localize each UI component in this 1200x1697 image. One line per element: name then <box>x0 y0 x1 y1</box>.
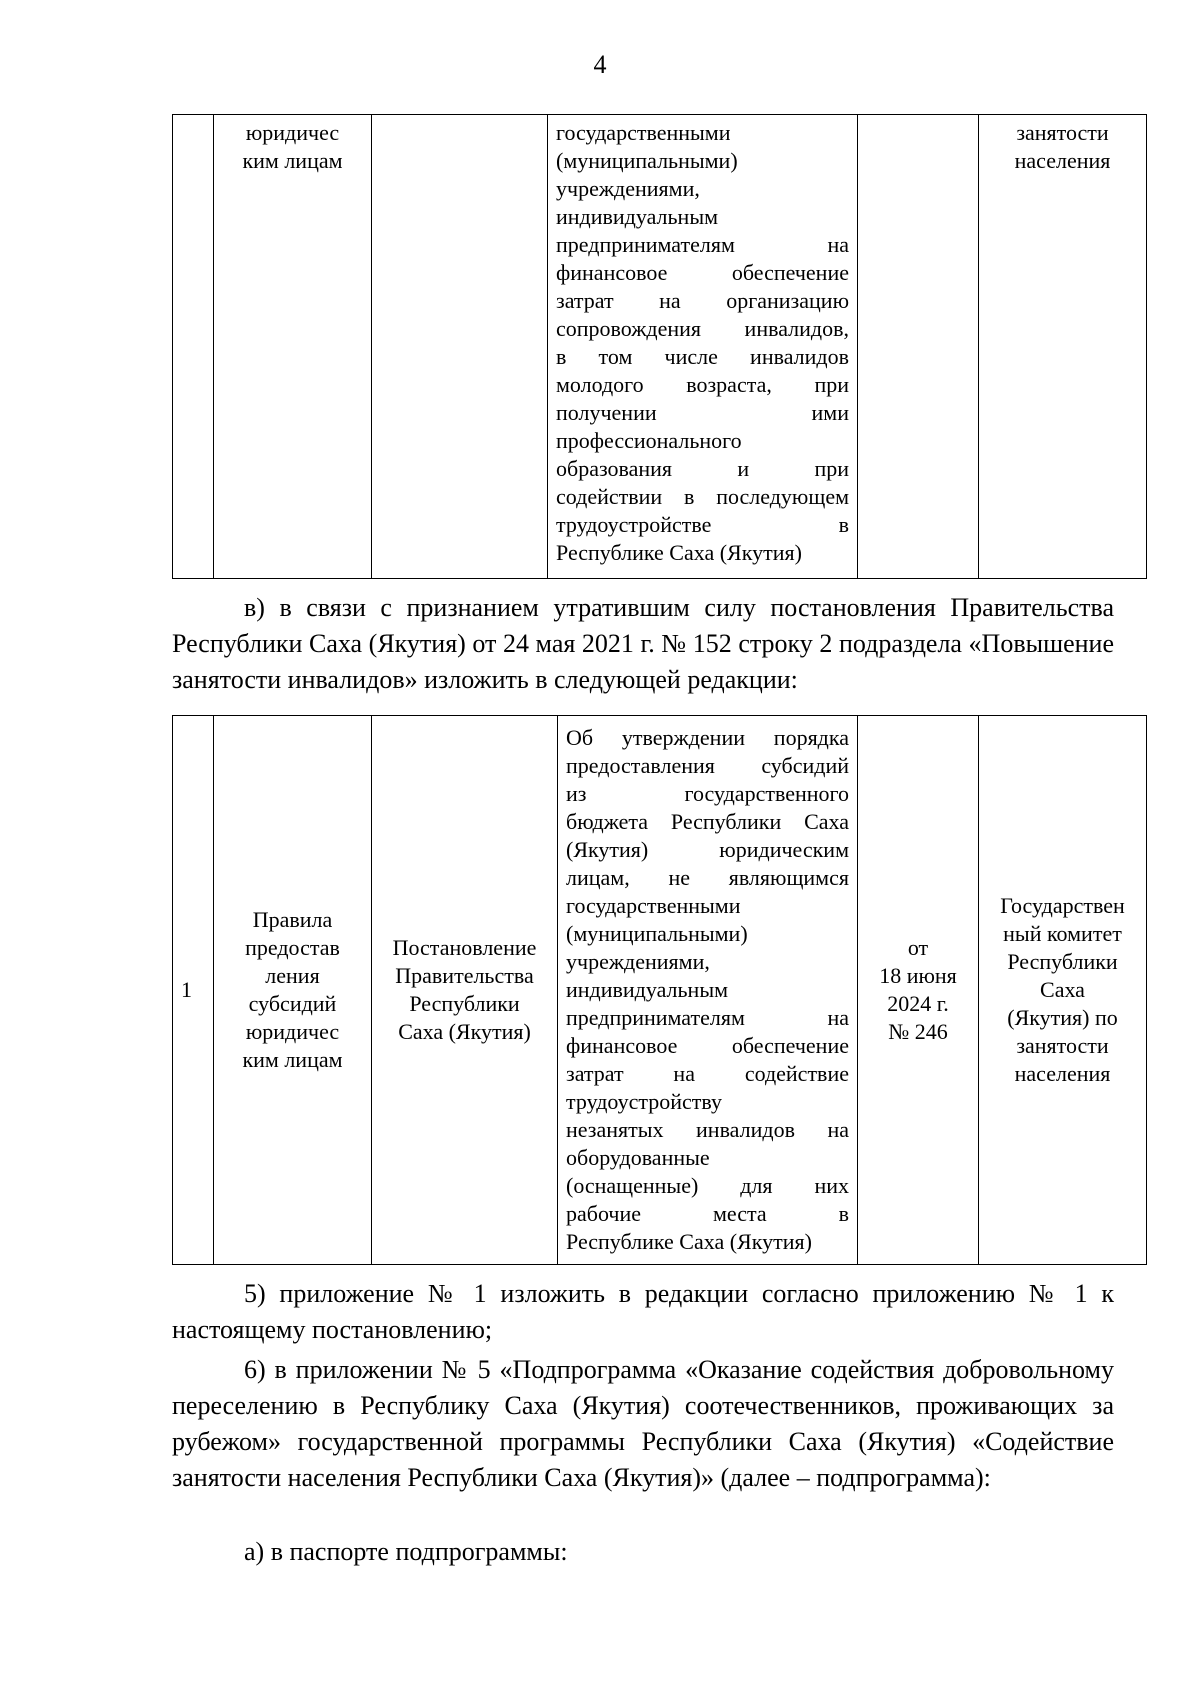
cell-line: профессионального <box>556 428 742 453</box>
cell-line: лицам, не являющимся <box>566 865 849 890</box>
paragraph-6: 6) в приложении № 5 «Подпрограмма «Оказание содействия добровольному переселению в Республику Саха (Якутия) соотечественников, проживающих за рубежом» государственной программы Республики Саха (Якутия) «Содействие занятости населения Республики Саха (Якутия)» (далее – подпрограмма): <box>172 1355 1114 1492</box>
cell-doc-date <box>858 115 979 579</box>
cell-line: индивидуальным <box>566 977 729 1002</box>
cell-number: 1 <box>173 716 214 1265</box>
cell-rule-name: Правила предостав ления субсидий юридичес ким лицам <box>214 716 372 1265</box>
paragraph-v: в) в связи с признанием утратившим силу постановления Правительства Республики Саха (Якутия) от 24 мая 2021 г. № 152 строку 2 подраздела «Повышение занятости инвалидов» изложить в следующей редакции: <box>172 593 1114 694</box>
table-continuation <box>172 114 1147 579</box>
cell-line: незанятых инвалидов на <box>566 1117 849 1142</box>
cell-doc-type: Постановление Правительства Республики Саха (Якутия) <box>372 716 558 1265</box>
cell-doc-title <box>558 716 858 1265</box>
cell-line: Республике Саха (Якутия) <box>566 1229 812 1254</box>
cell-line: образования и при <box>556 456 849 481</box>
cell-line: (муниципальными) <box>556 148 738 173</box>
cell-line: Об утверждении порядка <box>566 725 849 750</box>
cell-line: предоставления субсидий <box>566 753 849 778</box>
cell-line: затрат на организацию <box>556 288 849 313</box>
cell-line: индивидуальным <box>556 204 719 229</box>
cell-line: молодого возраста, при <box>556 372 849 397</box>
page-number: 4 <box>593 50 607 79</box>
cell-line: содействии в последующем <box>556 484 849 509</box>
cell-line: трудоустройству <box>566 1089 722 1114</box>
cell-responsible: Государствен ный комитет Республики Саха (Якутия) по занятости населения <box>979 716 1147 1265</box>
cell-line: трудоустройстве в <box>556 512 849 537</box>
cell-line: предпринимателям на <box>556 232 849 257</box>
cell-line: Республике Саха (Якутия) <box>556 540 802 565</box>
cell-line: получении ими <box>556 400 849 425</box>
cell-line: государственными <box>566 893 741 918</box>
cell-line: (муниципальными) <box>566 921 748 946</box>
table-row <box>173 716 1147 1265</box>
paragraph-5: 5) приложение № 1 изложить в редакции согласно приложению № 1 к настоящему постановлению; <box>172 1279 1114 1344</box>
cell-doc-type <box>372 115 548 579</box>
cell-line: сопровождения инвалидов, <box>556 316 849 341</box>
cell-doc-title <box>548 115 858 579</box>
cell-line: оборудованные <box>566 1145 710 1170</box>
cell-line: из государственного <box>566 781 849 806</box>
cell-line: (Якутия) юридическим <box>566 837 849 862</box>
cell-doc-date: от 18 июня 2024 г. № 246 <box>858 716 979 1265</box>
cell-line: (оснащенные) для них <box>566 1173 849 1198</box>
cell-line: предпринимателям на <box>566 1005 849 1030</box>
cell-line: финансовое обеспечение <box>556 260 849 285</box>
table-row <box>173 115 1147 579</box>
cell-number <box>173 115 214 579</box>
cell-line: учреждениями, <box>556 176 700 201</box>
paragraph-a: а) в паспорте подпрограммы: <box>244 1537 568 1566</box>
cell-rule-name: юридичес ким лицам <box>214 115 372 579</box>
cell-line: в том числе инвалидов <box>556 344 849 369</box>
cell-line: бюджета Республики Саха <box>566 809 849 834</box>
cell-line: затрат на содействие <box>566 1061 849 1086</box>
cell-responsible: занятости населения <box>979 115 1147 579</box>
table-new-row <box>172 715 1147 1265</box>
cell-line: финансовое обеспечение <box>566 1033 849 1058</box>
cell-line: учреждениями, <box>566 949 710 974</box>
cell-line: рабочие места в <box>566 1201 849 1226</box>
cell-line: государственными <box>556 120 731 145</box>
